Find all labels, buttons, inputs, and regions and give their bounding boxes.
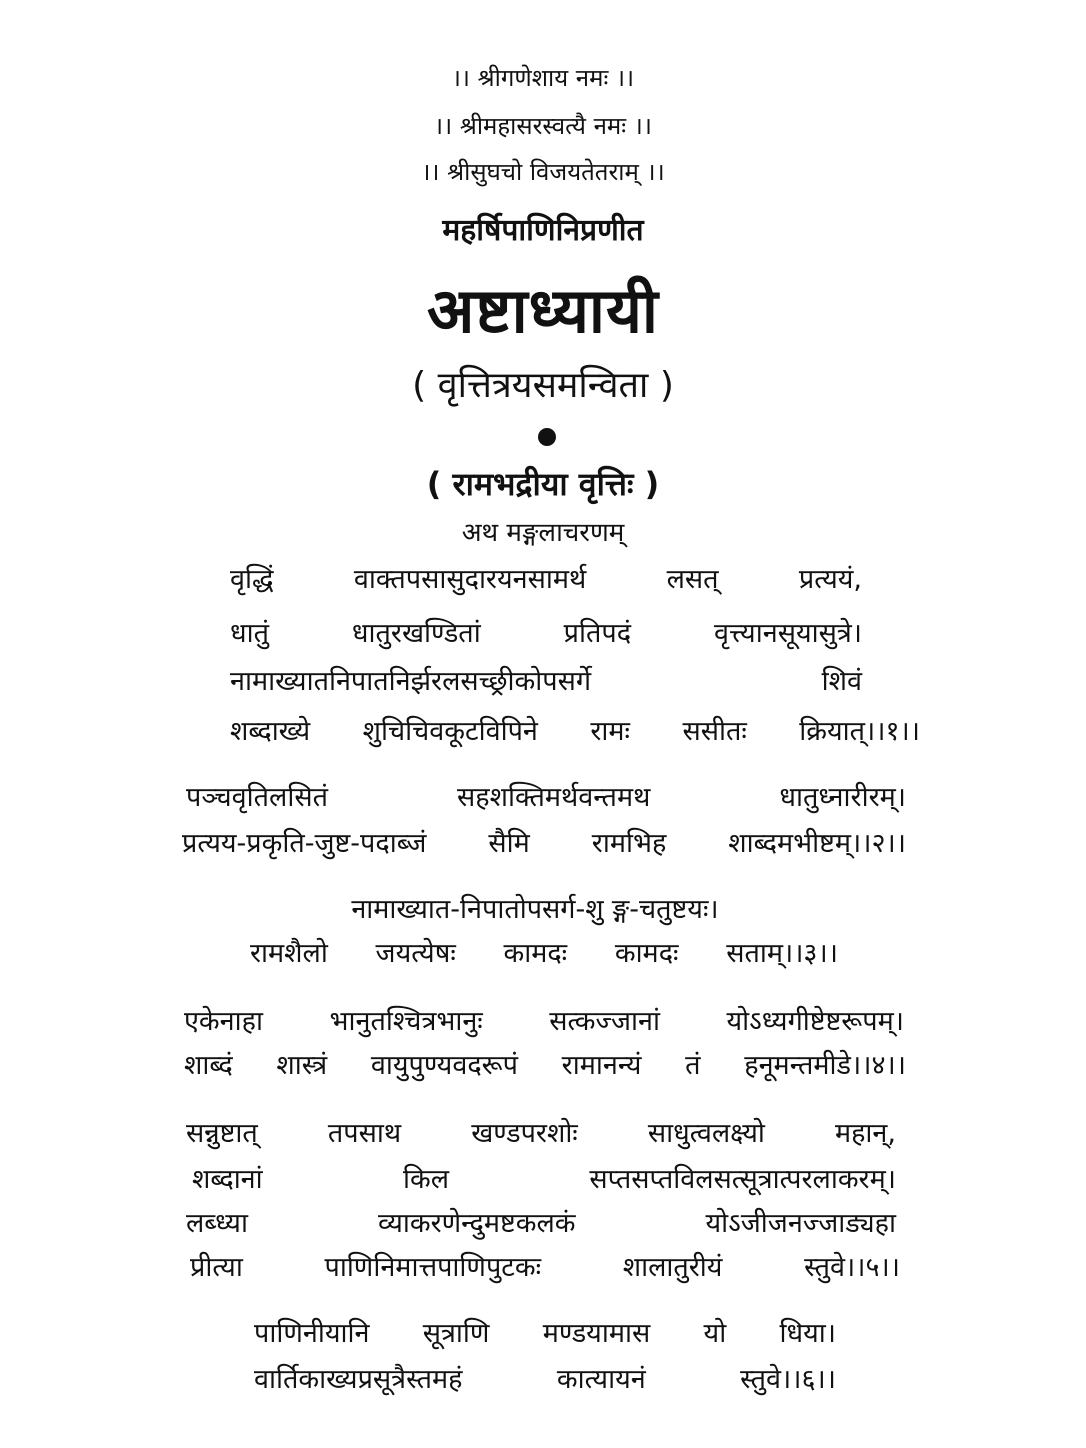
verse-word: साधुत्वलक्ष्यो <box>647 1118 765 1149</box>
verse-word: पाणिनिमात्तपाणिपुटकः <box>324 1252 542 1283</box>
verse-word: शाब्दं <box>184 1050 233 1081</box>
book-parenthetical: ( वृत्तित्रयसमन्विता ) <box>412 365 674 406</box>
verse-word: प्रत्यय-प्रकृति-जुष्ट-पदाब्जं <box>182 828 427 859</box>
verse-word: तं <box>685 1050 701 1081</box>
verse-word: यो <box>703 1318 727 1349</box>
verse-line <box>254 896 816 923</box>
verse-word: पञ्चवृतिलसितं <box>186 782 328 813</box>
verse-word: पाणिनीयानि <box>254 1318 370 1349</box>
verse-word: रामशैलो <box>250 938 328 969</box>
verse-line <box>190 1254 900 1281</box>
verse-line <box>254 1366 836 1393</box>
verse-word: लसत् <box>666 564 719 595</box>
verse-word: स्तुवे।।६।। <box>740 1364 836 1395</box>
verse-word: रामानन्यं <box>561 1050 642 1081</box>
verse-word: भानुतश्चित्रभानुः <box>329 1006 483 1037</box>
verse-word: वृत्त्यानसूयासुत्रे। <box>713 618 862 649</box>
verse-word: किल <box>402 1164 450 1195</box>
book-subtitle: महर्षिपाणिनिप्रणीत <box>442 213 644 248</box>
verse-word: धातुं <box>230 618 269 649</box>
bullet-divider <box>538 428 556 446</box>
verse-word: जयत्येषः <box>375 938 456 969</box>
verse-word: वार्तिकाख्यप्रसूत्रैस्तमहं <box>254 1364 463 1395</box>
verse-word: वायुपुण्यवदरूपं <box>370 1050 518 1081</box>
verse-word: वाक्तपसासुदारयनसामर्थ <box>353 564 587 595</box>
verse-word: शास्त्रं <box>276 1050 328 1081</box>
verse-word: शब्दानां <box>192 1164 263 1195</box>
verse-line <box>230 718 920 745</box>
verse-word: सूत्राणि <box>422 1318 490 1349</box>
verse-word: लब्ध्या <box>186 1208 248 1239</box>
verse-word: वृद्धिं <box>230 564 274 595</box>
verse-word: प्रत्ययं, <box>798 564 862 595</box>
verse-word: प्रीत्या <box>190 1252 243 1283</box>
verse-line <box>230 620 862 647</box>
verse-word: कात्यायनं <box>556 1364 646 1395</box>
verse-word: सत्कज्जानां <box>549 1006 660 1037</box>
verse-word: धिया। <box>779 1318 836 1349</box>
verse-word: धातुरखण्डितां <box>351 618 481 649</box>
verse-word: शब्दाख्ये <box>230 716 311 747</box>
invocation-sarasvati: ।। श्रीमहासरस्वत्यै नमः ।। <box>434 112 652 140</box>
verse-line <box>182 830 906 857</box>
verse-word: क्रियात्।।१।। <box>799 716 920 747</box>
book-title: अष्टाध्यायी <box>427 274 659 347</box>
verse-line <box>186 784 906 811</box>
invocation-third: ।। श्रीसुघचो विजयतेतराम् ।। <box>421 158 665 186</box>
verse-word: ससीतः <box>682 716 747 747</box>
verse-word: नामाख्यातनिपातनिर्झरलसच्छ्रीकोपसर्गे <box>230 666 592 697</box>
verse-word: रामः <box>590 716 630 747</box>
vrtti-heading: ( रामभद्रीया वृत्तिः ) <box>426 465 660 503</box>
verse-word: शुचिचिवकूटविपिने <box>362 716 538 747</box>
verse-word: हनूमन्तमीडे।।४।। <box>744 1050 906 1081</box>
verse-word: मण्डयामास <box>542 1318 651 1349</box>
verse-line <box>254 1320 836 1347</box>
verse-word: सहशक्तिमर्थवन्तमथ <box>457 782 651 813</box>
verse-word: सताम्।।३।। <box>726 938 838 969</box>
verse-line <box>186 1210 896 1237</box>
verse-word: योऽध्यगीष्टेष्टरूपम्। <box>726 1006 904 1037</box>
verse-line <box>230 566 862 593</box>
verse-word: सप्तसप्तविलसत्सूत्रात्परलाकरम्। <box>589 1164 896 1195</box>
mangala-heading: अथ मङ्गलाचरणम् <box>461 518 625 548</box>
verse-word: शाब्दमभीष्टम्।।२।। <box>728 828 906 859</box>
verse-line <box>192 1166 896 1193</box>
verse-line <box>184 1008 904 1035</box>
invocation-ganesha: ।। श्रीगणेशाय नमः ।। <box>451 64 635 92</box>
verse-word: शिवं <box>821 666 862 697</box>
verse-word: तपसाथ <box>327 1118 402 1149</box>
verse-word: खण्डपरशोः <box>471 1118 578 1149</box>
verse-word: कामदः <box>503 938 568 969</box>
verse-word: कामदः <box>614 938 679 969</box>
verse-word: शालातुरीयं <box>622 1252 723 1283</box>
verse-line <box>230 668 862 695</box>
verse-word: प्रतिपदं <box>563 618 632 649</box>
verse-line <box>250 940 838 967</box>
verse-word: सैमि <box>488 828 530 859</box>
verse-word: योऽजीजनज्जाड्यहा <box>705 1208 896 1239</box>
verse-word: नामाख्यात-निपातोपसर्ग-शु ङ्ग-चतुष्टयः। <box>351 894 719 925</box>
verse-word: रामभिह <box>591 828 667 859</box>
verse-line <box>184 1052 906 1079</box>
verse-word: व्याकरणेन्दुमष्टकलकं <box>377 1208 576 1239</box>
verse-word: महान्, <box>834 1118 896 1149</box>
verse-word: धातुध्नारीरम्। <box>779 782 906 813</box>
verse-word: स्तुवे।।५।। <box>804 1252 900 1283</box>
verse-word: सन्नुष्टात् <box>186 1118 258 1149</box>
verse-line <box>186 1120 896 1147</box>
verse-word: एकेनाहा <box>184 1006 263 1037</box>
